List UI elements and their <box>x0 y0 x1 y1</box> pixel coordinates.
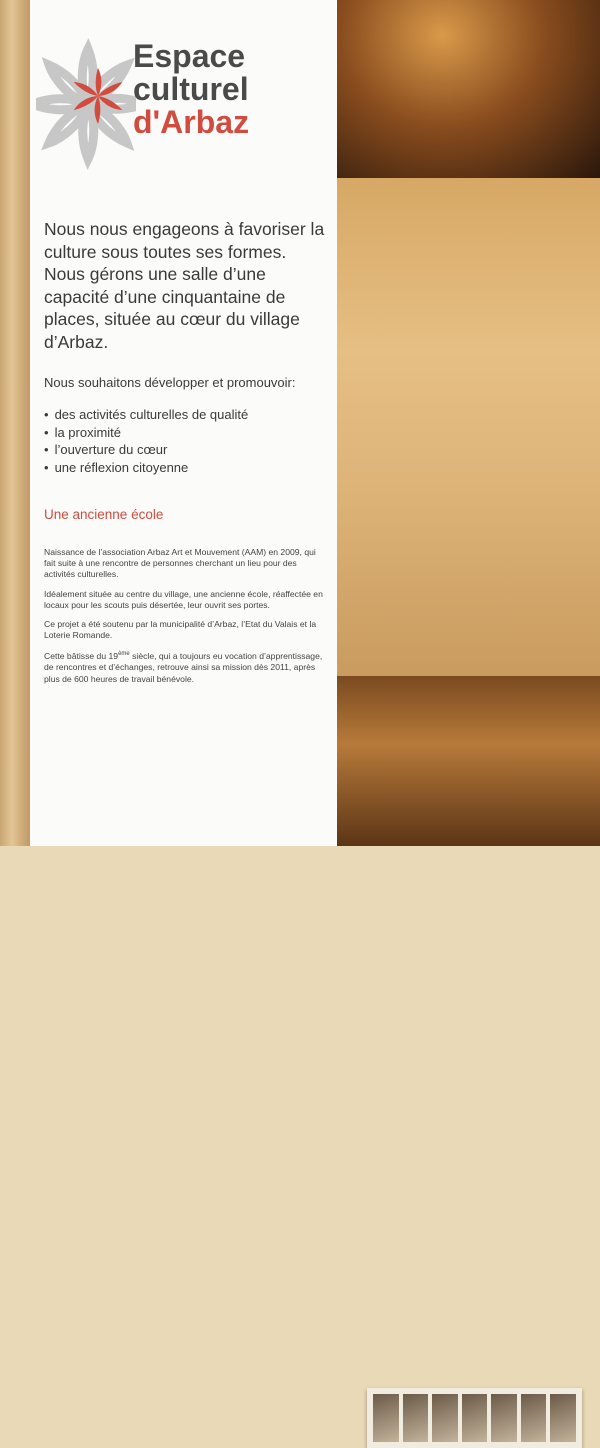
strip-photo <box>491 1394 517 1442</box>
photo-strip <box>367 1388 582 1448</box>
paragraph: Ce projet a été soutenu par la municipalité d’Arbaz, l’Etat du Valais et la Loterie Romande. <box>44 619 317 641</box>
logo-title <box>133 40 249 139</box>
photo-column <box>337 0 600 846</box>
superscript: ème <box>118 651 130 658</box>
body-text <box>44 547 324 693</box>
bullet-list <box>44 406 248 476</box>
section-title: Une ancienne école <box>44 507 164 522</box>
strip-photo <box>462 1394 488 1442</box>
strip-photo <box>550 1394 576 1442</box>
list-item: • des activités culturelles de qualité <box>44 406 248 424</box>
intro-text: Nous nous engageons à favoriser la culture sous toutes ses formes. Nous gérons une salle d’une capacité d’une cinquantaine de places, située au cœur du village d’Arbaz. <box>44 219 325 352</box>
logo-line-1: Espace <box>133 38 246 74</box>
strip-photo <box>432 1394 458 1442</box>
lead-text: Nous souhaitons développer et promouvoir: <box>44 375 296 390</box>
paragraph-part: Cette bâtisse du 19 <box>44 651 119 662</box>
paragraph-part: siècle, qui a toujours eu vocation d’apprentissage, de rencontres et d’échanges, retrouve ainsi sa mission dès 2011, après plus de 600 heures de travail bénévole. <box>44 651 323 684</box>
strip-photo <box>521 1394 547 1442</box>
entrance-photo <box>337 676 600 846</box>
room-musicians-photo <box>337 178 600 676</box>
list-item: • l’ouverture du cœur <box>44 441 248 459</box>
paragraph-last <box>44 649 324 684</box>
list-item: • la proximité <box>44 424 248 442</box>
concert-audience-photo <box>337 0 600 178</box>
star-flower-logo-icon <box>36 34 136 174</box>
paragraph: Idéalement située au centre du village, une ancienne école, réaffectée en locaux pour les scouts puis désertée, leur ouvrit ses portes. <box>44 588 323 610</box>
logo-line-3: d'Arbaz <box>133 104 250 140</box>
paragraph: Naissance de l’association Arbaz Art et Mouvement (AAM) en 2009, qui fait suite à une rencontre de personnes cherchant un lieu pour des activités culturelles. <box>44 547 316 580</box>
strip-photo <box>403 1394 429 1442</box>
logo-line-2: culturel <box>133 71 249 107</box>
list-item: • une réflexion citoyenne <box>44 459 248 477</box>
wood-border <box>0 0 30 846</box>
strip-photo <box>373 1394 399 1442</box>
